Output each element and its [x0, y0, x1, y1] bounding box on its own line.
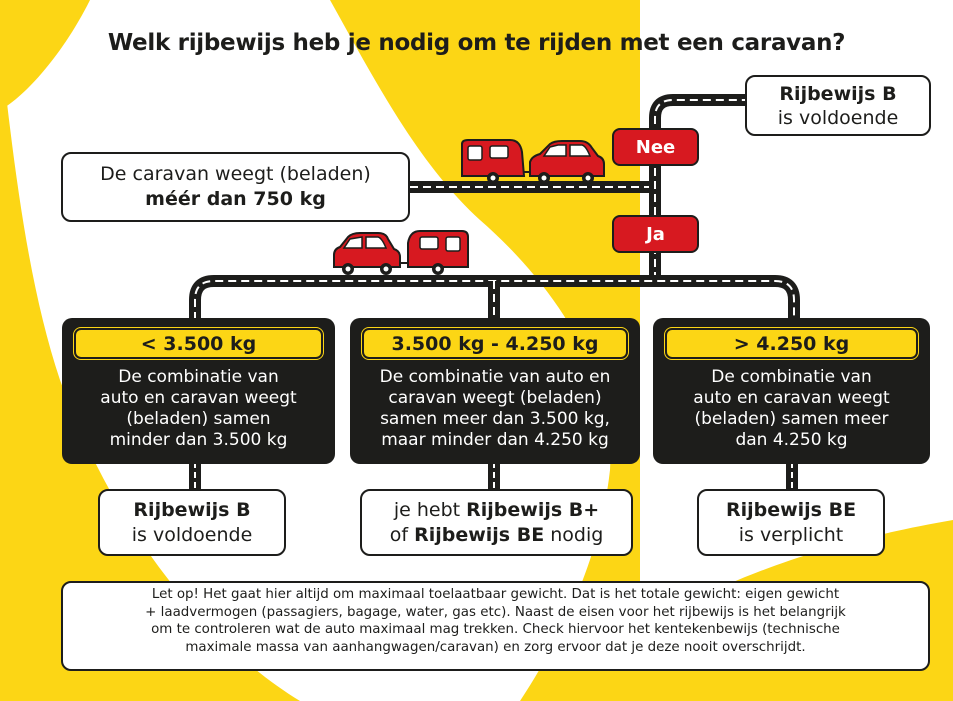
description-line: samen meer dan 3.500 kg,: [380, 409, 610, 429]
no-result-box: [745, 75, 931, 136]
result-line2: is voldoende: [131, 523, 253, 546]
car-icon: [530, 141, 604, 184]
note-line: om te controleren wat de auto maximaal mag trekken. Check hiervoor het kentekenbewijs (technische: [151, 622, 840, 637]
description-line: minder dan 3.500 kg: [109, 430, 288, 450]
category-description: [68, 367, 329, 451]
description-line: De combinatie van: [118, 367, 279, 387]
result-line2-prefix: of: [389, 523, 415, 546]
category-description: [356, 367, 634, 451]
description-line: (beladen) samen meer: [694, 409, 889, 429]
answer-yes-tag: Ja: [612, 215, 699, 253]
result-line1: [362, 498, 631, 523]
note-line: Let op! Het gaat hier altijd om maximaal toelaatbaar gewicht. Dat is het totale gewicht: eigen gewicht: [151, 587, 840, 602]
result-line1: Rijbewijs B: [133, 498, 251, 521]
result-box-under-3500: [98, 489, 286, 556]
category-box-3500-4250: [350, 318, 640, 464]
note-box: [61, 581, 930, 671]
category-box-over-4250: [653, 318, 930, 464]
result-line2: [362, 523, 631, 548]
result-line1-prefix: je hebt: [393, 498, 467, 521]
caravan-icon: [408, 231, 468, 275]
description-line: caravan weegt (beladen): [388, 388, 602, 408]
caravan-icon: [462, 140, 532, 184]
no-result-line1: Rijbewijs B: [779, 82, 897, 105]
description-line: dan 4.250 kg: [735, 430, 848, 450]
question-line1: De caravan weegt (beladen): [100, 163, 371, 185]
page-title: Welk rijbewijs heb je nodig om te rijden met een caravan?: [107, 30, 846, 56]
car-icon: [334, 233, 408, 275]
category-description: [659, 367, 924, 451]
description-line: (beladen) samen: [126, 409, 271, 429]
description-line: auto en caravan weegt: [693, 388, 890, 408]
result-line2-suffix: nodig: [544, 523, 604, 546]
no-result-line2: is voldoende: [777, 106, 899, 129]
result-line1: Rijbewijs BE: [725, 498, 857, 521]
note-line: maximale massa van aanhangwagen/caravan) en zorg ervoor dat je deze nooit overschrijdt.: [185, 639, 806, 655]
result-line1-bold: Rijbewijs B+: [466, 498, 600, 521]
result-box-over-4250: [697, 489, 885, 556]
category-label: > 4.250 kg: [665, 328, 918, 359]
category-box-under-3500: [62, 318, 335, 464]
result-line2: is verplicht: [738, 523, 844, 546]
description-line: maar minder dan 4.250 kg: [381, 430, 609, 450]
description-line: auto en caravan weegt: [100, 388, 297, 408]
answer-no-tag: Nee: [612, 128, 699, 166]
car-with-caravan-bottom: [332, 229, 472, 279]
question-box: [61, 152, 410, 222]
result-box-3500-4250: [360, 489, 633, 556]
car-with-caravan-top: [458, 138, 608, 188]
note-line: + laadvermogen (passagiers, bagage, water, gas etc). Naast de eisen voor het rijbewijs is het belangrijk: [145, 604, 846, 620]
description-line: De combinatie van auto en: [379, 367, 611, 387]
question-line2: méér dan 750 kg: [145, 188, 326, 210]
description-line: De combinatie van: [711, 367, 872, 387]
result-line2-bold: Rijbewijs BE: [414, 523, 545, 546]
category-label: < 3.500 kg: [74, 328, 323, 359]
category-label: 3.500 kg - 4.250 kg: [362, 328, 628, 359]
